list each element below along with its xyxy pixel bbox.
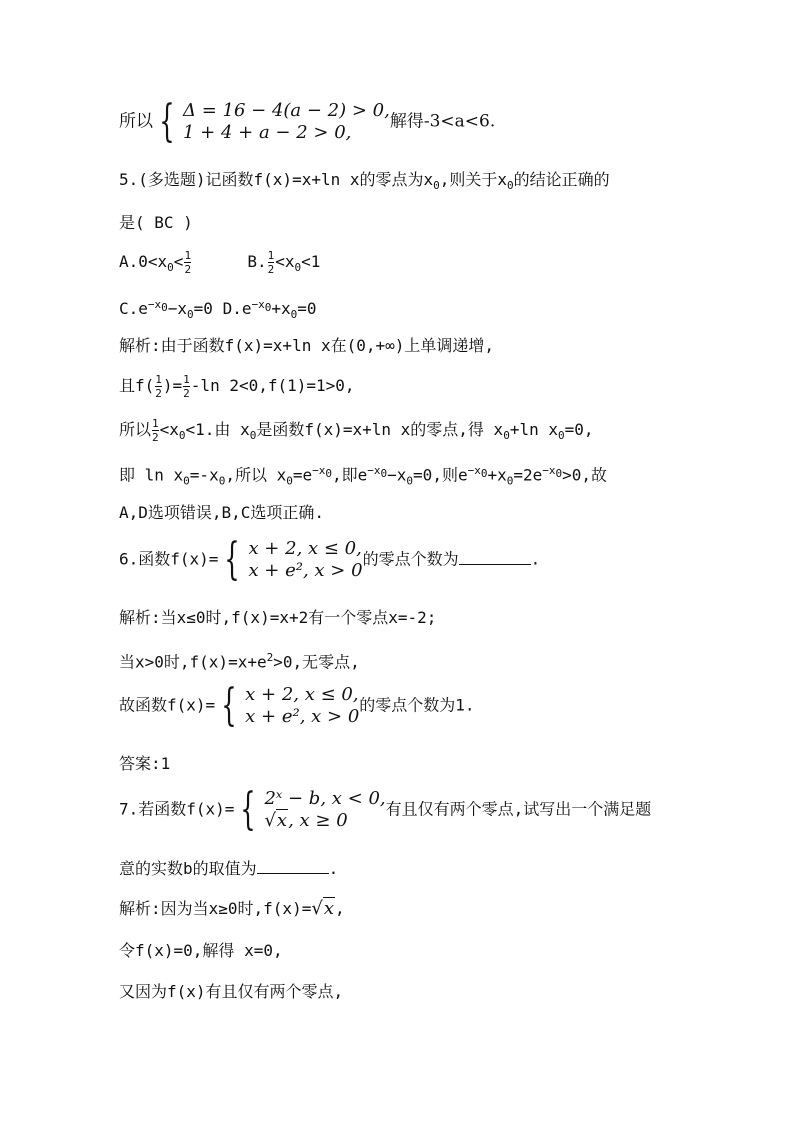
option-d: =0 $D.e^{-x_0}+x_0=0$ [193, 298, 317, 322]
question-5-answer: 是( BC ) [119, 213, 193, 232]
question-5-stem: 5.(多选题)记函数f(x)=x+ln x的零点为$x_0$,则关于$x_0$的结论正确的 [119, 170, 610, 193]
answer-blank-2 [257, 859, 329, 874]
answer-blank [459, 550, 531, 565]
question-5-options-ab [119, 250, 320, 280]
option-c: $C.e^{-x_0}-x_0$ [119, 298, 194, 322]
inequality-system: { Δ = 16 − 4(a − 2) > 0, 1 + 4 + a − 2 > 0, [159, 96, 390, 147]
question-7-line-2: 意的实数b的取值为 . [119, 859, 339, 878]
fraction-half: $\frac{1}{2}$ [184, 249, 192, 276]
question-5-options-cd [119, 293, 317, 328]
q6-answer: 答案:1 [119, 754, 171, 773]
q6-analysis-line-2: 当x>0时$,f(x)=x+e^2>0$,无零点, [119, 651, 360, 672]
question-7-stem: 7.若函数f(x)= { 2ˣ − b, x < 0, √x, x ≥ 0 有且仅有两个零点,试写出一个满足题 [119, 784, 652, 835]
analysis-line-3: 所以 $\frac{1}{2}$ $<x_0<1$.由 $x_0$是函数f(x)=x+ln x的零点,得 $x_0+\ln$ $x_0=0$, [119, 417, 594, 444]
analysis-line-4: 即 $\ln x_0=-x_0$,所以 $x_0=e^{-x_0}$,即$e^{-x_0}-x_0=0$,则$e^{-x_0}+x_0=2e^{-x_0}>0$,故 [119, 464, 608, 488]
solution-line-1: 所以 { Δ = 16 − 4(a − 2) > 0, 1 + 4 + a − 2 > 0, 解得-3<a<6. [119, 96, 496, 147]
analysis-line-2: 且f( $\frac{1}{2}$ )= $\frac{1}{2}$ -ln 2<0,f(1)=1>0, [119, 373, 355, 400]
analysis-line-1: 解析:由于函数f(x)=x+ln x在(0,+∞)上单调递增, [119, 336, 495, 355]
q6-analysis-line-1: 解析:当x≤0时,f(x)=x+2有一个零点x=-2; [119, 608, 437, 627]
q6-analysis-line-3: 故函数f(x)= { x + 2, x ≤ 0, x + e², x > 0 的零点个数为1. [119, 680, 475, 731]
q7-analysis-line-1: 解析:因为当x≥0时,f(x)=√x, [119, 898, 345, 919]
q7-analysis-line-2: 令f(x)=0,解得 x=0, [119, 941, 283, 960]
option-a: $A.0<x_0<$ $\frac{1}{2}$ [119, 249, 192, 276]
analysis-line-5: A,D选项错误,B,C选项正确. [119, 503, 325, 522]
option-b: B. $\frac{1}{2}$ $<x_0<1$ [247, 249, 321, 276]
q7-analysis-line-3: 又因为f(x)有且仅有两个零点, [119, 982, 344, 1001]
question-6-stem: 6.函数f(x)= { x + 2, x ≤ 0, x + e², x > 0 的零点个数为 . [119, 534, 541, 585]
